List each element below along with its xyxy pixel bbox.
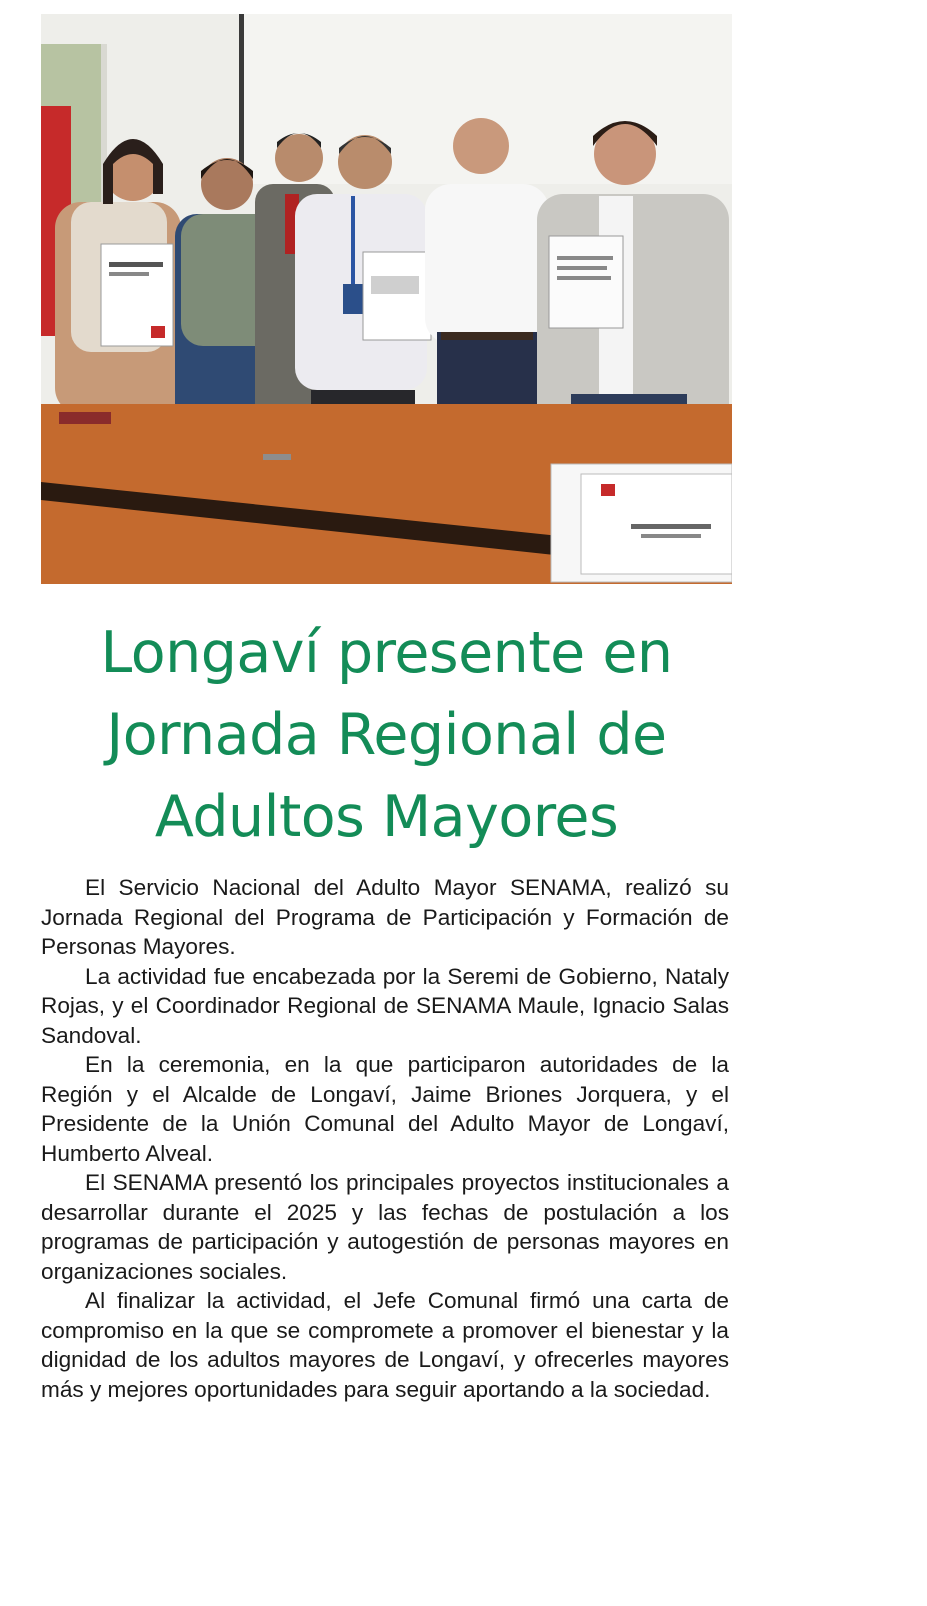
paragraph: El Servicio Nacional del Adulto Mayor SENAMA, realizó su Jornada Regional del Programa de Participación y Formación de Personas Mayores. xyxy=(41,875,729,959)
headline-line-3: Adultos Mayores xyxy=(154,784,619,850)
badge xyxy=(343,284,363,314)
article-body xyxy=(41,873,729,1404)
headline-line-2: Jornada Regional de xyxy=(106,702,667,768)
document-2 xyxy=(363,252,431,340)
paragraph: Al finalizar la actividad, el Jefe Comunal firmó una carta de compromiso en la que se compromete a promover el bienestar y la dignidad de los adultos mayores de Longaví, y ofrecerles mayores más y mejores oportunidades para seguir aportando a la sociedad. xyxy=(41,1288,729,1402)
paragraph: El SENAMA presentó los principales proyectos institucionales a desarrollar durante el 2025 y las fechas de postulación a los programas de participación y autogestión de personas mayores en organizaciones sociales. xyxy=(41,1170,729,1284)
article-photo xyxy=(41,14,732,584)
paragraph: En la ceremonia, en la que participaron autoridades de la Región y el Alcalde de Longaví, Jaime Briones Jorquera, y el Presidente de la Unión Comunal del Adulto Mayor de Longaví, Humberto Alveal. xyxy=(41,1052,729,1166)
document-stack xyxy=(551,464,732,582)
headline xyxy=(41,612,732,858)
document-3 xyxy=(549,236,623,328)
headline-line-1: Longaví presente en xyxy=(100,620,673,686)
paragraph: La actividad fue encabezada por la Seremi de Gobierno, Nataly Rojas, y el Coordinador Regional de SENAMA Maule, Ignacio Salas Sandoval. xyxy=(41,963,729,1048)
wall-board xyxy=(239,14,244,184)
